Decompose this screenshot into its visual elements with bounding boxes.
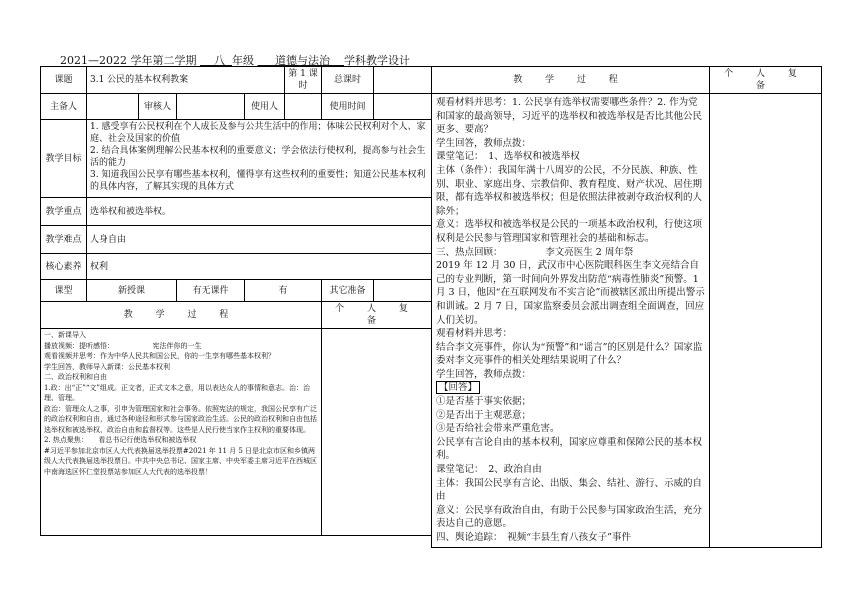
process-line: 2019 年 12 月 30 日，武汉市中心医院眼科医生李文亮结合自己的专业判断，第一时间向外界发出防范“病毒性肺炎”预警。1 月 3 日，他因“在互联网发布不实言论”而被辖区派出所提出警示和训诫。2 月 7 日，国家监察委员会派出调查组全面调查，回应人们关切。 (436, 260, 705, 326)
process-line: 2. 热点聚焦： 看总书记行使选举权和被选举权 (44, 436, 197, 444)
term: 学年第二学期 (130, 54, 197, 67)
process-line: 播放视频：提听感悟： 宪法伴你的一生 (44, 341, 202, 350)
goal-item: 3. 知道我国公民享有哪些基本权利，懂得享有这些权利的重要性；知道公民基本权利的具体内容，了解其实现的具体方式 (90, 170, 426, 192)
period-label: 第 1 课时 (285, 67, 322, 94)
process-line: 观看材料并思考： (436, 328, 513, 340)
school-year: 2021—2022 (60, 54, 127, 67)
left-review-header: 个 人 复 备 (322, 302, 432, 329)
process-line: 学生回答，教师点拨： (436, 137, 532, 149)
grade-suffix: 年级 (232, 54, 254, 67)
grade: 八 (214, 54, 225, 67)
literacy-label: 核心素养 (41, 254, 87, 280)
other-prep-label: 其它准备 (322, 280, 374, 302)
key-point-label: 教学重点 (41, 198, 87, 226)
total-period-value (374, 67, 432, 94)
total-period-label: 总课时 (322, 67, 374, 94)
preparer-label: 主备人 (41, 94, 87, 120)
left-review-content (322, 329, 432, 536)
usage-time-label: 使用时间 (322, 94, 374, 120)
user-value (285, 94, 322, 120)
process-line: 三、热点回顾： 李文亮医生 2 周年祭 (436, 246, 634, 258)
answer-tag: 【回答】 (436, 381, 705, 395)
goal-item: 2. 结合具体案例理解公民基本权利的重要意义；学会依法行使权利，提高参与社会生活的能力 (90, 146, 426, 168)
process-line: 政治：管理众人之事，引申为管理国家和社会事务。依照宪法的规定，我国公民享有广泛的政治权利和自由，通过各种途径和形式参与国家政治生活。公民的政治权利和自由包括选举权和被选举权、政治自由和监督权等。这些是人民行使当家作主权利的重要体现。 (44, 404, 317, 434)
core-literacy: 权利 (87, 254, 432, 280)
key-point: 选举权和被选举权。 (87, 198, 432, 226)
process-line: 一、新课导入 (44, 331, 86, 339)
teaching-goals (87, 120, 432, 198)
courseware-value: 有 (245, 280, 322, 302)
process-line: 观看视频并思考：作为中华人民共和国公民，你的一生享有哪些基本权利？ (44, 352, 275, 360)
process-line: 课堂笔记： 1、选举权和被选举权 (436, 151, 580, 163)
process-line: 公民享有言论自由的基本权利，国家应尊重和保障公民的基本权利。 (436, 436, 703, 462)
process-line: 结合李文亮事件，你认为“预警”和“谣言”的区别是什么？国家监委对李文亮事件的相关处理结果说明了什么？ (436, 341, 703, 367)
other-prep-value (374, 280, 432, 302)
lesson-title: 3.1 公民的基本权利教案 (87, 67, 285, 94)
lesson-type-label: 课型 (41, 280, 87, 302)
process-line: 主体：我国公民享有言论、出版、集会、结社、游行、示威的自由 (436, 477, 703, 503)
difficulty-label: 教学难点 (41, 226, 87, 254)
process-line: ③是否给社会带来严重危害。 (436, 423, 560, 435)
reviewer-value (177, 94, 245, 120)
process-line: ①是否基于事实依据； (436, 396, 532, 408)
process-line: 四、舆论追踪： 视频“丰县生育八孩女子”事件 (436, 532, 631, 543)
right-process-header: 教 学 过 程 (432, 67, 710, 94)
process-line: 观看材料并思考：1. 公民享有选举权需要哪些条件？2. 作为党和国家的最高领导，习近平的选举权和被选举权是否比其他公民更多、要高？ (436, 97, 703, 136)
process-line: 主体（条件）：我国年满十八周岁的公民，不分民族、种族、性别、职业、家庭出身、宗教信仰、教育程度、财产状况、居住期限，都有选举权和被选举权；但是依照法律被剥夺政治权利的人除外； (436, 164, 703, 217)
process-line: 二、政治权利和自由 (44, 373, 107, 381)
courseware-label: 有无课件 (177, 280, 245, 302)
difficulty: 人身自由 (87, 226, 432, 254)
lesson-info-table (40, 66, 432, 536)
right-process-content (432, 94, 710, 548)
left-process-content (41, 329, 322, 536)
user-label: 使用人 (245, 94, 285, 120)
subject: 道德与法治 (274, 54, 330, 67)
process-line: 意义：公民享有政治自由，有助于公民参与国家政治生活，充分表达自己的意愿。 (436, 504, 703, 530)
process-line: 意义：选举权和被选举权是公民的一项基本政治权利，行使这项权利是公民参与管理国家和管理社会的基础和标志。 (436, 219, 703, 244)
process-line: 学生回答，教师导入新课：公民基本权利 (44, 362, 170, 371)
lesson-type: 新授课 (87, 280, 177, 302)
process-line: ②是否出于主观恶意； (436, 409, 532, 421)
goal-item: 1. 感受享有公民权利在个人成长及参与公共生活中的作用；体味公民权利对个人、家庭、社会及国家的价值 (90, 122, 426, 144)
process-line: #习近平参加北京市区人大代表换届选举投票#2021 年 11 月 5 日是北京市区和乡镇两级人大代表换届选举投票日。中共中央总书记、国家主席、中央军委主席习近平在西城区中南海选区怀仁堂投票站参加区人大代表的选举投票！ (44, 446, 317, 476)
goal-label: 教学目标 (41, 120, 87, 198)
process-line: 课堂笔记： 2、政治自由 (436, 464, 542, 476)
usage-time-value (374, 94, 432, 120)
process-line: 学生回答，教师点拨： (436, 368, 532, 380)
right-review-header: 个 人 复 备 (710, 67, 822, 94)
process-line: 1.政：出“正”“文”组成。正文者，正式文本之意，用以表达众人的事情和意志。治：治理、管理。 (44, 383, 310, 402)
process-table (431, 66, 822, 548)
title-label: 课题 (41, 67, 87, 94)
right-review-content (710, 94, 822, 548)
preparer-value (87, 94, 139, 120)
left-process-header: 教 学 过 程 (41, 302, 322, 329)
header-suffix: 学科教学设计 (343, 54, 410, 67)
reviewer-label: 审核人 (139, 94, 177, 120)
